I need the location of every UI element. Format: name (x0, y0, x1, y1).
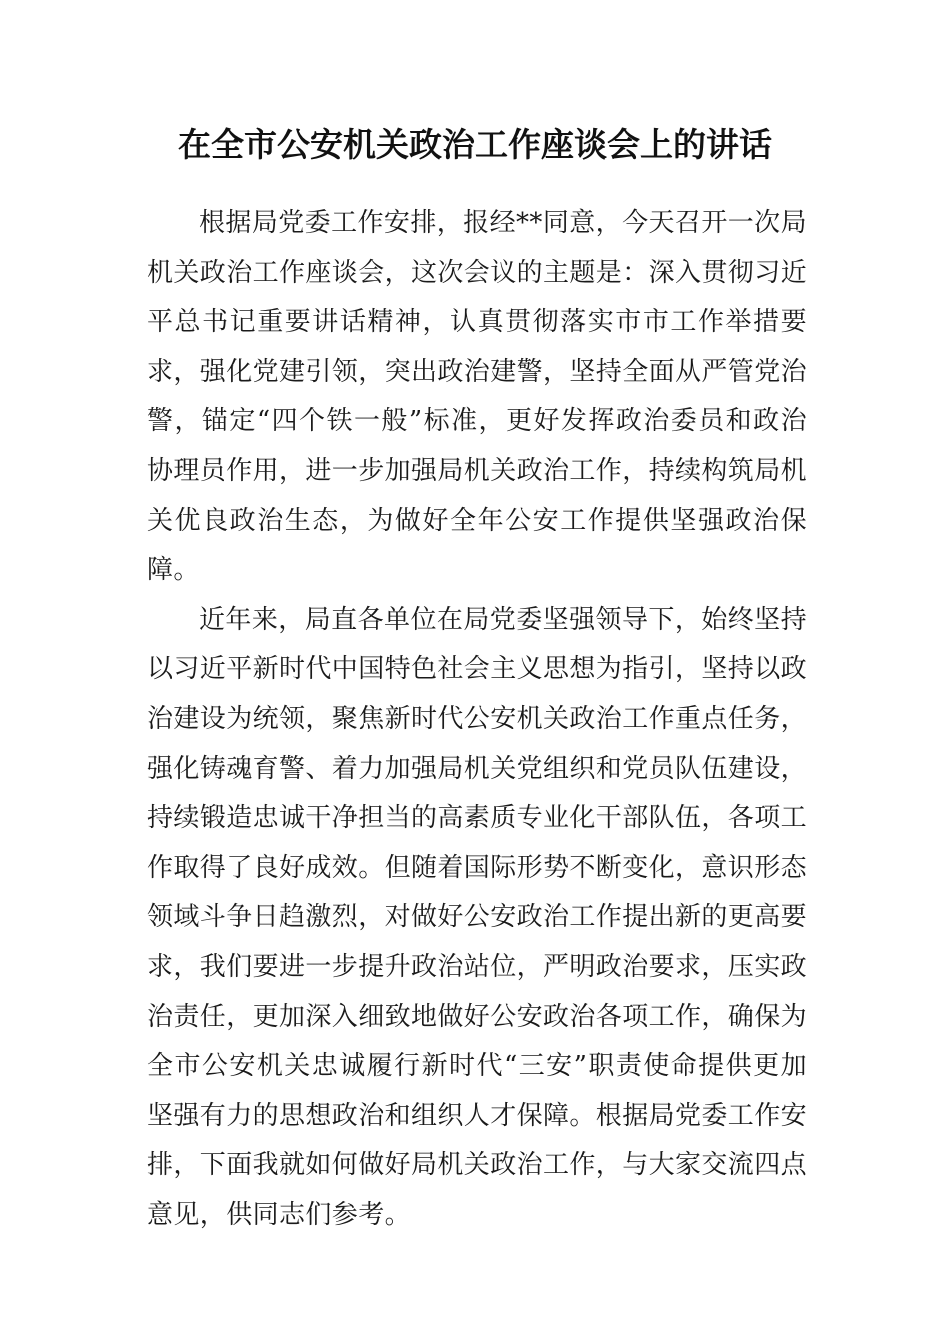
body-paragraph: 根据局党委工作安排，报经**同意，今天召开一次局机关政治工作座谈会，这次会议的主题是：深入贯彻习近平总书记重要讲话精神，认真贯彻落实市市工作举措要求，强化党建引领，突出政治建警，坚持全面从严管党治警，锚定“四个铁一般”标准，更好发挥政治委员和政治协理员作用，进一步加强局机关政治工作，持续构筑局机关优良政治生态，为做好全年公安工作提供坚强政治保障。 (147, 208, 808, 586)
document-body (147, 199, 807, 1240)
document-title: 在全市公安机关政治工作座谈会上的讲话 (178, 125, 772, 164)
body-paragraph: 近年来，局直各单位在局党委坚强领导下，始终坚持以习近平新时代中国特色社会主义思想为指引，坚持以政治建设为统领，聚焦新时代公安机关政治工作重点任务，强化铸魂育警、着力加强局机关党组织和党员队伍建设，持续锻造忠诚干净担当的高素质专业化干部队伍，各项工作取得了良好成效。但随着国际形势不断变化，意识形态领域斗争日趋激烈，对做好公安政治工作提出新的更高要求，我们要进一步提升政治站位，严明政治要求，压实政治责任，更加深入细致地做好公安政治各项工作，确保为全市公安机关忠诚履行新时代“三安”职责使命提供更加坚强有力的思想政治和组织人才保障。根据局党委工作安排，下面我就如何做好局机关政治工作，与大家交流四点意见，供同志们参考。 (147, 604, 808, 1230)
